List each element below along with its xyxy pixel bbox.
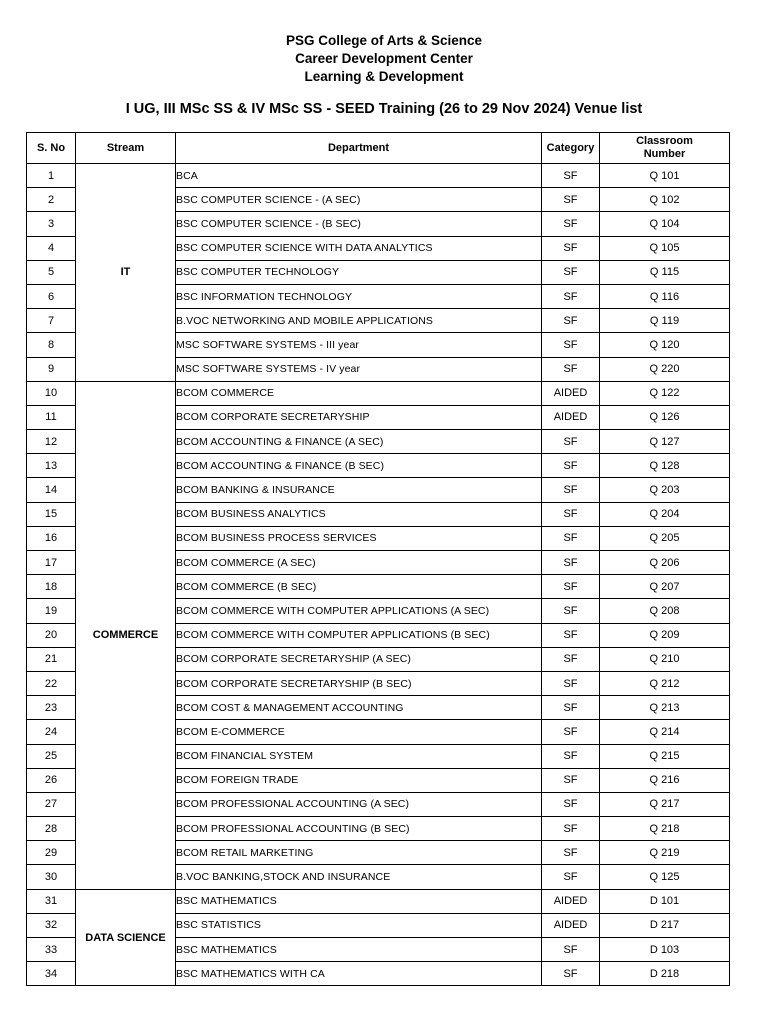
department-cell: BSC COMPUTER TECHNOLOGY	[176, 260, 542, 284]
table-header-row	[27, 133, 730, 164]
department-cell: BCOM FINANCIAL SYSTEM	[176, 744, 542, 768]
department-cell: BCOM COMMERCE WITH COMPUTER APPLICATIONS (A SEC)	[176, 599, 542, 623]
department-cell: B.VOC BANKING,STOCK AND INSURANCE	[176, 865, 542, 889]
table-body	[27, 164, 730, 986]
serial-number-cell: 17	[27, 551, 76, 575]
col-header-classroom: Classroom Number	[600, 133, 730, 164]
department-cell: BCOM ACCOUNTING & FINANCE (B SEC)	[176, 454, 542, 478]
classroom-cell: Q 128	[600, 454, 730, 478]
category-cell: SF	[542, 284, 600, 308]
serial-number-cell: 29	[27, 841, 76, 865]
category-cell: SF	[542, 236, 600, 260]
department-cell: MSC SOFTWARE SYSTEMS - III year	[176, 333, 542, 357]
category-cell: SF	[542, 744, 600, 768]
classroom-cell: Q 219	[600, 841, 730, 865]
category-cell: SF	[542, 454, 600, 478]
department-cell: BCOM CORPORATE SECRETARYSHIP	[176, 405, 542, 429]
serial-number-cell: 7	[27, 309, 76, 333]
category-cell: SF	[542, 623, 600, 647]
category-cell: SF	[542, 720, 600, 744]
table-row	[27, 164, 730, 188]
classroom-cell: Q 213	[600, 696, 730, 720]
classroom-cell: Q 218	[600, 817, 730, 841]
category-cell: AIDED	[542, 381, 600, 405]
classroom-cell: Q 105	[600, 236, 730, 260]
classroom-cell: Q 206	[600, 551, 730, 575]
classroom-cell: Q 116	[600, 284, 730, 308]
serial-number-cell: 4	[27, 236, 76, 260]
category-cell: SF	[542, 768, 600, 792]
serial-number-cell: 19	[27, 599, 76, 623]
classroom-cell: Q 214	[600, 720, 730, 744]
serial-number-cell: 8	[27, 333, 76, 357]
category-cell: SF	[542, 526, 600, 550]
classroom-cell: Q 120	[600, 333, 730, 357]
department-cell: BCOM BUSINESS ANALYTICS	[176, 502, 542, 526]
classroom-cell: Q 126	[600, 405, 730, 429]
category-cell: SF	[542, 478, 600, 502]
department-cell: BCOM COST & MANAGEMENT ACCOUNTING	[176, 696, 542, 720]
department-cell: B.VOC NETWORKING AND MOBILE APPLICATIONS	[176, 309, 542, 333]
department-cell: BSC MATHEMATICS	[176, 938, 542, 962]
unit-name: Learning & Development	[304, 69, 464, 84]
serial-number-cell: 10	[27, 381, 76, 405]
serial-number-cell: 24	[27, 720, 76, 744]
classroom-cell: Q 115	[600, 260, 730, 284]
classroom-cell: Q 122	[600, 381, 730, 405]
classroom-cell: D 103	[600, 938, 730, 962]
classroom-cell: Q 220	[600, 357, 730, 381]
category-cell: AIDED	[542, 913, 600, 937]
category-cell: SF	[542, 188, 600, 212]
serial-number-cell: 6	[27, 284, 76, 308]
department-cell: BCOM CORPORATE SECRETARYSHIP (B SEC)	[176, 671, 542, 695]
department-cell: BCOM FOREIGN TRADE	[176, 768, 542, 792]
classroom-cell: Q 217	[600, 792, 730, 816]
department-cell: BSC MATHEMATICS WITH CA	[176, 962, 542, 986]
category-cell: SF	[542, 260, 600, 284]
classroom-cell: D 101	[600, 889, 730, 913]
department-cell: BCOM ACCOUNTING & FINANCE (A SEC)	[176, 430, 542, 454]
category-cell: SF	[542, 551, 600, 575]
category-cell: SF	[542, 357, 600, 381]
classroom-cell: Q 207	[600, 575, 730, 599]
department-cell: BSC MATHEMATICS	[176, 889, 542, 913]
serial-number-cell: 23	[27, 696, 76, 720]
department-cell: BCOM CORPORATE SECRETARYSHIP (A SEC)	[176, 647, 542, 671]
serial-number-cell: 1	[27, 164, 76, 188]
department-cell: BSC INFORMATION TECHNOLOGY	[176, 284, 542, 308]
classroom-cell: Q 205	[600, 526, 730, 550]
classroom-cell: Q 210	[600, 647, 730, 671]
serial-number-cell: 30	[27, 865, 76, 889]
document-title: I UG, III MSc SS & IV MSc SS - SEED Training (26 to 29 Nov 2024) Venue list	[125, 101, 643, 117]
stream-cell: COMMERCE	[76, 381, 176, 889]
serial-number-cell: 11	[27, 405, 76, 429]
serial-number-cell: 13	[27, 454, 76, 478]
department-cell: BCA	[176, 164, 542, 188]
col-header-stream: Stream	[76, 133, 176, 164]
serial-number-cell: 22	[27, 671, 76, 695]
serial-number-cell: 33	[27, 938, 76, 962]
classroom-cell: D 217	[600, 913, 730, 937]
department-cell: BCOM BANKING & INSURANCE	[176, 478, 542, 502]
classroom-cell: Q 125	[600, 865, 730, 889]
department-cell: BCOM COMMERCE	[176, 381, 542, 405]
col-header-sno: S. No	[27, 133, 76, 164]
serial-number-cell: 14	[27, 478, 76, 502]
department-cell: BSC STATISTICS	[176, 913, 542, 937]
college-name: PSG College of Arts & Science	[285, 33, 483, 48]
department-cell: BCOM COMMERCE (B SEC)	[176, 575, 542, 599]
classroom-cell: Q 208	[600, 599, 730, 623]
classroom-cell: D 218	[600, 962, 730, 986]
serial-number-cell: 20	[27, 623, 76, 647]
col-header-department: Department	[176, 133, 542, 164]
table-row	[27, 889, 730, 913]
department-cell: BCOM PROFESSIONAL ACCOUNTING (A SEC)	[176, 792, 542, 816]
col-header-category: Category	[542, 133, 600, 164]
serial-number-cell: 3	[27, 212, 76, 236]
serial-number-cell: 26	[27, 768, 76, 792]
category-cell: SF	[542, 599, 600, 623]
category-cell: SF	[542, 430, 600, 454]
category-cell: SF	[542, 647, 600, 671]
category-cell: SF	[542, 575, 600, 599]
department-cell: BCOM BUSINESS PROCESS SERVICES	[176, 526, 542, 550]
category-cell: SF	[542, 212, 600, 236]
department-cell: BCOM COMMERCE (A SEC)	[176, 551, 542, 575]
stream-cell: IT	[76, 164, 176, 382]
serial-number-cell: 15	[27, 502, 76, 526]
category-cell: SF	[542, 164, 600, 188]
venue-table	[26, 132, 730, 986]
classroom-cell: Q 212	[600, 671, 730, 695]
classroom-cell: Q 216	[600, 768, 730, 792]
department-cell: BCOM PROFESSIONAL ACCOUNTING (B SEC)	[176, 817, 542, 841]
table-row	[27, 381, 730, 405]
classroom-cell: Q 119	[600, 309, 730, 333]
classroom-cell: Q 104	[600, 212, 730, 236]
serial-number-cell: 28	[27, 817, 76, 841]
category-cell: SF	[542, 696, 600, 720]
department-cell: BCOM RETAIL MARKETING	[176, 841, 542, 865]
category-cell: SF	[542, 671, 600, 695]
category-cell: SF	[542, 962, 600, 986]
serial-number-cell: 31	[27, 889, 76, 913]
serial-number-cell: 9	[27, 357, 76, 381]
classroom-cell: Q 215	[600, 744, 730, 768]
category-cell: SF	[542, 841, 600, 865]
serial-number-cell: 12	[27, 430, 76, 454]
classroom-cell: Q 127	[600, 430, 730, 454]
classroom-cell: Q 204	[600, 502, 730, 526]
department-cell: BSC COMPUTER SCIENCE - (A SEC)	[176, 188, 542, 212]
classroom-cell: Q 209	[600, 623, 730, 647]
category-cell: SF	[542, 938, 600, 962]
category-cell: SF	[542, 309, 600, 333]
category-cell: SF	[542, 817, 600, 841]
serial-number-cell: 16	[27, 526, 76, 550]
serial-number-cell: 18	[27, 575, 76, 599]
serial-number-cell: 25	[27, 744, 76, 768]
classroom-cell: Q 101	[600, 164, 730, 188]
classroom-cell: Q 102	[600, 188, 730, 212]
serial-number-cell: 5	[27, 260, 76, 284]
category-cell: AIDED	[542, 405, 600, 429]
department-cell: BSC COMPUTER SCIENCE - (B SEC)	[176, 212, 542, 236]
department-cell: MSC SOFTWARE SYSTEMS - IV year	[176, 357, 542, 381]
document-header	[0, 0, 768, 118]
category-cell: SF	[542, 502, 600, 526]
classroom-cell: Q 203	[600, 478, 730, 502]
category-cell: AIDED	[542, 889, 600, 913]
department-cell: BCOM COMMERCE WITH COMPUTER APPLICATIONS (B SEC)	[176, 623, 542, 647]
category-cell: SF	[542, 333, 600, 357]
serial-number-cell: 32	[27, 913, 76, 937]
department-cell: BCOM E-COMMERCE	[176, 720, 542, 744]
category-cell: SF	[542, 865, 600, 889]
serial-number-cell: 34	[27, 962, 76, 986]
serial-number-cell: 2	[27, 188, 76, 212]
department-cell: BSC COMPUTER SCIENCE WITH DATA ANALYTICS	[176, 236, 542, 260]
serial-number-cell: 21	[27, 647, 76, 671]
center-name: Career Development Center	[295, 51, 473, 66]
category-cell: SF	[542, 792, 600, 816]
serial-number-cell: 27	[27, 792, 76, 816]
stream-cell: DATA SCIENCE	[76, 889, 176, 986]
